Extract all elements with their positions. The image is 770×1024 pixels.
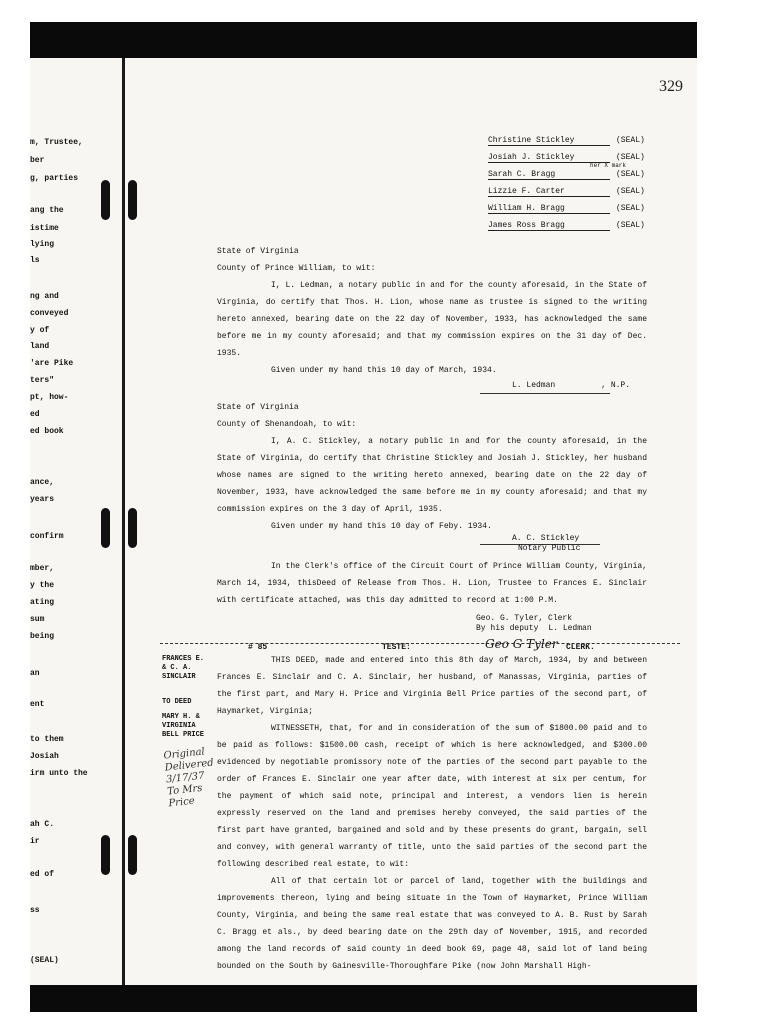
notary-signature: L. Ledman , N.P. [512,381,631,390]
margin-fragment: ed book [30,427,64,436]
binder-hole [101,180,110,220]
margin-fragment: y the [30,581,55,590]
ack-state: State of Virginia [217,247,299,256]
document-page [30,58,697,985]
margin-fragment: y of [30,326,50,335]
section-divider [160,643,680,644]
deed-body [217,652,647,975]
margin-fragment: g, parties [30,174,79,183]
signature-line: James Ross Bragg (SEAL) [488,221,645,230]
margin-fragment: to them [30,735,64,744]
margin-fragment: ters" [30,376,55,385]
ack-paragraph: I, L. Ledman, a notary public in and for the county aforesaid, in the State of Virginia, do certify that Thos. H. Lion, whose name as trustee is signed to the writing hereto annexed, bearing date on the 22 day of November, 1933, has acknowledged the same before me in my county aforesaid; and that my commission expires on the 31 day of Dec. 1935. [217,281,647,358]
margin-fragment: confirm [30,532,64,541]
ack-given: Given under my hand this 10 day of March, 1934. [271,366,497,375]
margin-fragment: (SEAL) [30,956,59,965]
margin-fragment: pt, how- [30,393,69,402]
margin-fragment: ss [30,906,40,915]
margin-fragment: ber [30,156,45,165]
signature-line: Josiah J. Stickley (SEAL) [488,153,645,162]
margin-fragment: ent [30,700,45,709]
signature-line: Sarah C. Bragg (SEAL) [488,170,645,179]
margin-fragment: sum [30,615,45,624]
binder-hole [128,508,137,548]
notary-title: Notary Public [518,544,581,553]
ack-paragraph: I, A. C. Stickley, a notary public in and for the county aforesaid, in the State of Virginia, do certify that Christine Stickley and Josiah J. Stickley, her husband whose names are signed to the writing hereto annexed, bearing date on the 22 day of November, 1933, have acknowledged the same before me in my county aforesaid; and that my commission expires on the 3 day of April, 1935. [217,437,647,514]
binder-hole [128,180,137,220]
margin-fragment: being [30,632,55,641]
binder-hole [101,508,110,548]
margin-fragment: lying [30,240,55,249]
signature-line: William H. Bragg (SEAL) [488,204,645,213]
deed-witnesseth: WITNESSETH, that, for and in consideration of the sum of $1800.00 paid and to be paid as follows: $1500.00 cash, receipt of which is here acknowledged, and $300.00 evidenced by negotiable promissory note of the parties of the second part payable to the order of Frances E. Sinclair one year after date, with interest at six per centum, for the payment of which said note, principal and interest, a vendors lien is herein expressly reserved on the land and premises hereby conveyed, the said parties of the first part have granted, bargained and sold and by these presents do grant, bargain, sell and convey, with general warranty of title, unto the said parties of the second part the following described real estate, to wit: [217,724,647,869]
margin-fragment: conveyed [30,309,69,318]
delivery-notation: Original Delivered 3/17/37 To Mrs Price [162,746,215,810]
margin-instrument: TO DEED [162,698,192,706]
margin-fragment: ah C. [30,820,55,829]
margin-fragment: years [30,495,55,504]
clerk-name: Geo. G. Tyler, Clerk [476,614,573,623]
ack-state: State of Virginia [217,403,299,412]
deed-description: All of that certain lot or parcel of land, together with the buildings and improvements thereon, lying and being situate in the Town of Haymarket, Prince William County, Virginia, and being the same real estate that was conveyed to A. B. Rust by Sarah C. Bragg et als., by deed bearing date on the 29th day of November, 1915, and recorded among the land records of said county in deed book 69, page 48, said lot of land being bounded on the South by Gainesville-Thoroughfare Pike (now John Marshall High- [217,877,647,971]
margin-fragment: 'are Pike [30,359,74,368]
instrument-number: # 85 [248,643,268,652]
margin-fragment: Josiah [30,752,59,761]
margin-fragment: ng and [30,292,59,301]
ack-county: County of Shenandoah, to wit: [217,420,357,429]
teste-label: TESTE: [382,643,411,652]
margin-fragment: ir [30,837,40,846]
margin-fragment: ance, [30,478,55,487]
margin-fragment: land [30,342,50,351]
margin-fragment: mber, [30,564,55,573]
margin-fragment: ed of [30,870,55,879]
acknowledgment-prince-william [217,243,647,379]
margin-fragment: ang the [30,206,64,215]
margin-grantors: FRANCES E. & C. A. SINCLAIR [162,655,205,681]
page-number: 329 [659,78,683,95]
deed-preamble: THIS DEED, made and entered into this 8th day of March, 1934, by and between Frances E. Sinclair and C. A. Sinclair, her husband, of Manassas, Virginia, parties of the first part, and Mary H. Price and Virginia Bell Price parties of the second part, of Haymarket, Virginia; [217,656,647,716]
clerk-label: CLERK. [566,643,595,652]
signature-line: Christine Stickley (SEAL) [488,136,645,145]
clerk-paragraph: In the Clerk's office of the Circuit Court of Prince William County, Virginia, March 14, 1934, thisDeed of Release from Thos. H. Lion, Trustee to Frances E. Sinclair with certificate attached, was this day admitted to record at 1:00 P.M. [217,562,647,605]
margin-grantees: MARY H. & VIRGINIA BELL PRICE [162,713,205,739]
mark-annotation: her X mark [590,162,627,169]
margin-fragment: an [30,669,40,678]
binder-hole [128,835,137,875]
clerk-deputy: By his deputy L. Ledman [476,624,592,633]
clerk-certificate [217,558,647,609]
binding-rule [122,58,125,985]
signature-line: Lizzie F. Carter (SEAL) [488,187,645,196]
acknowledgment-shenandoah [217,399,647,535]
margin-fragment: irm unto the [30,769,88,778]
notary-signature: A. C. Stickley [512,534,580,543]
clerk-handwritten-signature: Geo G Tyler [485,637,558,651]
margin-fragment: ating [30,598,55,607]
margin-fragment: istime [30,224,59,233]
margin-fragment: m, Trustee, [30,138,83,147]
ack-given: Given under my hand this 10 day of Feby. 1934. [271,522,492,531]
margin-fragment: ed [30,410,40,419]
binder-hole [101,835,110,875]
margin-fragment: ls [30,256,40,265]
signature-rule [480,393,610,394]
ack-county: County of Prince William, to wit: [217,264,376,273]
